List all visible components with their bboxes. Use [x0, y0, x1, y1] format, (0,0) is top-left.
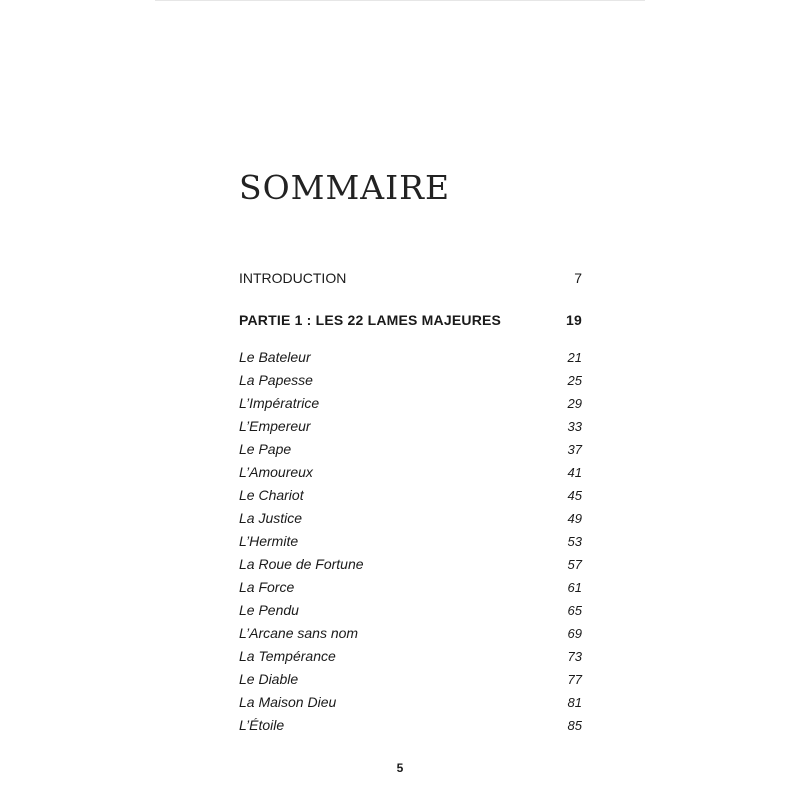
toc-entry: [239, 530, 582, 553]
toc-entry: [239, 599, 582, 622]
toc-entry-label: Le Pape: [239, 441, 292, 457]
toc-entry: [239, 645, 582, 668]
toc-entry: [239, 461, 582, 484]
toc-introduction-label: INTRODUCTION: [239, 270, 347, 286]
toc-entry-label: L’Impératrice: [239, 395, 320, 411]
toc-entry: [239, 668, 582, 691]
toc-entry-page: 53: [567, 534, 582, 549]
toc-entry: [239, 438, 582, 461]
toc-entry-label: L’Amoureux: [239, 464, 313, 480]
toc-entry: [239, 622, 582, 645]
toc-entry-label: L’Hermite: [239, 533, 299, 549]
toc-entry-page: 73: [567, 649, 582, 664]
toc-entry-page: 85: [567, 718, 582, 733]
toc-entry: [239, 576, 582, 599]
toc-entries-list: [239, 346, 582, 737]
toc-entry-label: La Tempérance: [239, 648, 336, 664]
toc-entry: [239, 553, 582, 576]
page-title: SOMMAIRE: [239, 168, 451, 207]
toc-entry-page: 41: [567, 465, 582, 480]
toc-entry-label: La Justice: [239, 510, 303, 526]
toc-entry-label: L’Étoile: [239, 717, 285, 733]
toc-entry-label: La Roue de Fortune: [239, 556, 364, 572]
toc-entry-page: 45: [567, 488, 582, 503]
toc-entry-page: 37: [567, 442, 582, 457]
toc-introduction: [239, 270, 582, 286]
toc-entry-page: 57: [567, 557, 582, 572]
toc-entry-label: Le Pendu: [239, 602, 299, 618]
toc-part-heading: [239, 312, 582, 328]
toc-entry-page: 25: [567, 373, 582, 388]
toc-entry: [239, 484, 582, 507]
toc-entry-label: L’Arcane sans nom: [239, 625, 359, 641]
toc-entry: [239, 369, 582, 392]
toc-entry-page: 77: [567, 672, 582, 687]
toc-entry: [239, 415, 582, 438]
toc-part-page: 19: [566, 312, 582, 328]
toc-entry-label: Le Diable: [239, 671, 299, 687]
toc-part-label: PARTIE 1 : LES 22 LAMES MAJEURES: [239, 312, 502, 328]
toc-introduction-page: 7: [574, 270, 582, 286]
toc-entry: [239, 507, 582, 530]
toc-entry-page: 29: [567, 396, 582, 411]
toc-entry: [239, 691, 582, 714]
toc-entry-page: 21: [567, 350, 582, 365]
toc-entry: [239, 346, 582, 369]
toc-entry-page: 65: [567, 603, 582, 618]
toc-entry-page: 69: [567, 626, 582, 641]
toc-entry-page: 49: [567, 511, 582, 526]
toc-entry-page: 81: [567, 695, 582, 710]
toc-entry-page: 33: [567, 419, 582, 434]
toc-entry-label: La Papesse: [239, 372, 313, 388]
toc-entry: [239, 714, 582, 737]
toc-entry-label: La Force: [239, 579, 295, 595]
page-number: 5: [396, 761, 404, 775]
toc-entry: [239, 392, 582, 415]
toc-entry-label: La Maison Dieu: [239, 694, 337, 710]
toc-entry-page: 61: [567, 580, 582, 595]
toc-entry-label: Le Bateleur: [239, 349, 311, 365]
toc-entry-label: L’Empereur: [239, 418, 311, 434]
toc-entry-label: Le Chariot: [239, 487, 304, 503]
